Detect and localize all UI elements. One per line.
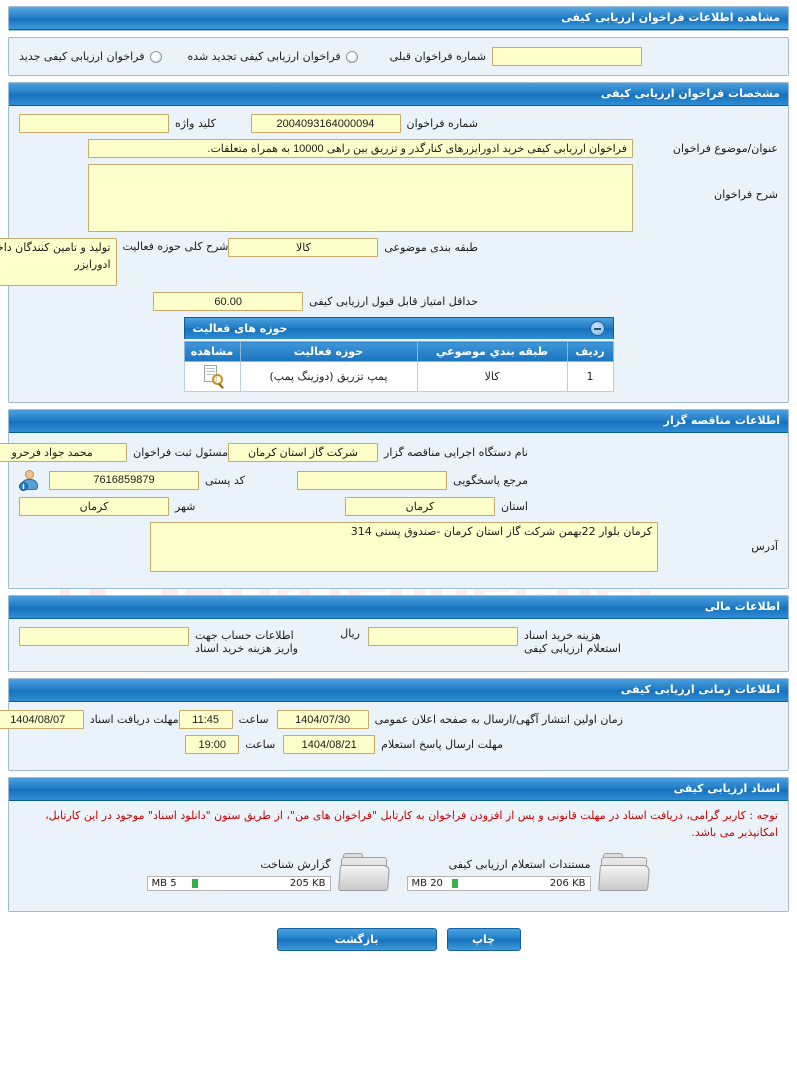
activity-desc-textarea[interactable] — [0, 238, 117, 286]
radio-new[interactable] — [19, 50, 162, 63]
back-button[interactable]: بازگشت — [277, 928, 437, 951]
number-label: شماره فراخوان — [406, 117, 478, 130]
city-input[interactable] — [19, 497, 169, 516]
classification-input[interactable] — [228, 238, 378, 257]
collapse-icon[interactable] — [590, 321, 605, 336]
specs-body — [9, 106, 788, 402]
folder-icon — [599, 853, 651, 895]
publish-label: زمان اولین انتشار آگهی/ارسال به صفحه اعلان عمومی — [374, 713, 623, 726]
publish-date-input[interactable] — [277, 710, 369, 729]
th-view: مشاهده — [184, 342, 240, 362]
radio-new-icon[interactable] — [150, 51, 162, 63]
classification-label: طبقه بندی موضوعی — [384, 241, 478, 254]
registrar-label: مسئول ثبت فراخوان — [133, 445, 229, 459]
doc-cost-label: هزینه خرید اسناد استعلام ارزیابی کیفی — [524, 629, 621, 655]
tender-info-body — [9, 433, 788, 588]
min-score-label: حداقل امتیاز قابل قبول ارزیابی کیفی — [309, 295, 478, 308]
postal-label: کد پستی — [205, 473, 245, 487]
submit-time-label: ساعت — [245, 738, 276, 751]
publish-time-label: ساعت — [238, 713, 269, 726]
th-classification: طبقه بندي موضوعي — [417, 342, 567, 362]
documents-bar: اسناد ارزیابی کیفی — [9, 778, 788, 801]
documents-notice: توجه : کاربر گرامی، دریافت اسناد در مهلت قانونی و پس از افزودن فراخوان به کارتابل "فراخوان های من"، از طریق ستون "دانلود اسناد" موجود در این کارتابل، امکانپذیر می باشد. — [45, 809, 778, 839]
province-input[interactable] — [345, 497, 495, 516]
row-classification-activity — [19, 238, 778, 286]
documents-section — [8, 777, 789, 912]
currency-label: ریال — [340, 627, 360, 640]
row-address — [19, 522, 778, 572]
document-title: مستندات استعلام ارزیابی کیفی — [448, 857, 591, 871]
documents-list — [9, 843, 788, 911]
account-label: اطلاعات حساب جهت واریز هزینه خرید اسناد — [195, 629, 298, 655]
responder-person-icon: i — [19, 469, 41, 491]
tender-type-row — [9, 38, 788, 75]
document-info — [147, 858, 331, 891]
publish-time-input[interactable] — [179, 710, 233, 729]
document-size: 206 KB — [549, 877, 586, 889]
org-label: نام دستگاه اجرایی مناقصه گزار — [384, 445, 528, 459]
document-limit: 5 MB — [151, 877, 177, 889]
row-number-keyword — [19, 114, 778, 133]
tender-info-bar: اطلاعات مناقصه گزار — [9, 410, 788, 433]
keyword-input[interactable] — [19, 114, 169, 133]
postal-input[interactable] — [49, 471, 199, 490]
description-label: شرح فراخوان — [714, 188, 778, 201]
row-submit — [19, 735, 778, 754]
address-textarea[interactable] — [150, 522, 658, 572]
timing-section — [8, 678, 789, 771]
registrar-input[interactable] — [0, 443, 127, 462]
submit-label: مهلت ارسال پاسخ استعلام — [381, 738, 503, 751]
radio-new-label: فراخوان ارزیابی کیفی جدید — [19, 50, 145, 63]
view-magnifier-icon[interactable] — [201, 365, 223, 385]
document-info — [407, 858, 591, 891]
doc-cost-input[interactable] — [368, 627, 518, 646]
org-input[interactable] — [228, 443, 378, 462]
address-label: آدرس — [751, 540, 778, 553]
row-publish — [19, 710, 778, 729]
province-label: استان — [500, 500, 528, 513]
activity-table-title: حوزه های فعالیت — [192, 322, 288, 335]
radio-renewed[interactable] — [188, 50, 358, 63]
specs-section — [8, 82, 789, 403]
tender-type-section — [8, 37, 789, 76]
previous-number-label: شماره فراخوان قبلی — [389, 50, 487, 63]
row-description — [19, 164, 778, 232]
financial-bar: اطلاعات مالی — [9, 596, 788, 619]
row-subject — [19, 139, 778, 158]
print-button[interactable]: چاپ — [447, 928, 521, 951]
financial-section — [8, 595, 789, 672]
document-size-meter — [407, 876, 591, 891]
receive-date-input[interactable] — [0, 710, 84, 729]
previous-number-input[interactable] — [492, 47, 642, 66]
page-title: مشاهده اطلاعات فراخوان ارزیابی کیفی — [9, 7, 788, 30]
previous-number-group — [384, 47, 642, 66]
th-activity: حوزه فعالیت — [240, 342, 417, 362]
document-limit: 20 MB — [411, 877, 443, 889]
row-org-registrar — [19, 441, 778, 463]
submit-time-input[interactable] — [185, 735, 239, 754]
city-label: شهر — [175, 500, 196, 513]
list-item[interactable] — [139, 849, 399, 899]
document-size-meter — [147, 876, 331, 891]
table-header-row — [184, 342, 613, 362]
activity-table — [184, 341, 614, 392]
cell-view[interactable] — [184, 362, 240, 392]
keyword-label: کلید واژه — [175, 117, 216, 130]
table-row — [184, 362, 613, 392]
account-input[interactable] — [19, 627, 189, 646]
min-score-input[interactable] — [153, 292, 303, 311]
page-title-section — [8, 6, 789, 31]
folder-icon — [339, 853, 391, 895]
radio-renewed-icon[interactable] — [346, 51, 358, 63]
list-item[interactable] — [399, 849, 659, 899]
subject-input[interactable] — [88, 139, 633, 158]
responder-label: مرجع پاسخگویی — [453, 473, 528, 487]
description-textarea[interactable] — [88, 164, 633, 232]
number-input[interactable] — [251, 114, 401, 133]
radio-renewed-label: فراخوان ارزیابی کیفی تجدید شده — [187, 50, 341, 63]
cell-row-no: 1 — [567, 362, 613, 392]
cell-classification: کالا — [417, 362, 567, 392]
activity-table-wrap — [19, 341, 778, 392]
documents-body — [9, 801, 788, 911]
action-buttons — [8, 918, 789, 965]
activity-table-bar — [184, 317, 614, 339]
row-province-city — [19, 497, 778, 516]
receive-label: مهلت دریافت اسناد — [89, 713, 179, 726]
specs-bar: مشخصات فراخوان ارزیابی کیفی — [9, 83, 788, 106]
cell-activity: پمپ تزریق (دوزینگ پمپ) — [240, 362, 417, 392]
timing-bar: اطلاعات زمانی ارزیابی کیفی — [9, 679, 788, 702]
timing-body — [9, 702, 788, 770]
responder-input[interactable] — [297, 471, 447, 490]
document-size: 205 KB — [289, 877, 326, 889]
row-min-score — [19, 292, 778, 311]
tender-info-section — [8, 409, 789, 589]
document-title: گزارش شناخت — [260, 857, 331, 871]
subject-label: عنوان/موضوع فراخوان — [672, 142, 778, 155]
row-financial — [19, 627, 778, 655]
activity-desc-label: شرح کلی حوزه فعالیت — [122, 240, 229, 253]
financial-body — [9, 619, 788, 671]
submit-date-input[interactable] — [283, 735, 375, 754]
th-row-no: ردیف — [567, 342, 613, 362]
row-responder-postal — [19, 469, 778, 491]
